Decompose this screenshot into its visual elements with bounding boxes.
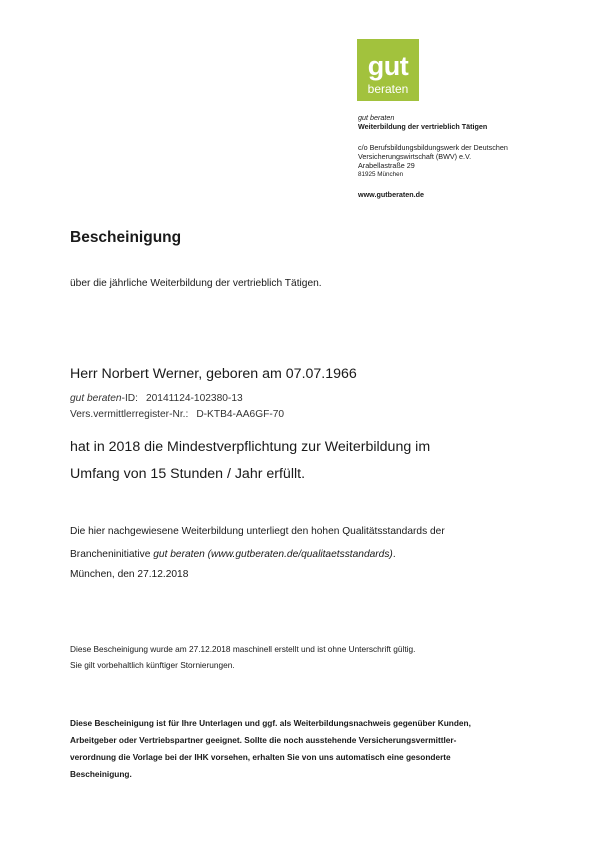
gut-beraten-logo [357, 39, 419, 101]
quality-line2 [70, 543, 540, 566]
disclaimer [70, 715, 540, 783]
sender-org-line2: Versicherungswirtschaft (BWV) e.V. [358, 152, 472, 161]
disclaimer-line4: Bescheinigung. [70, 769, 132, 779]
disclaimer-line2: Arbeitgeber oder Vertriebspartner geeignet. Sollte die noch ausstehende Versicherungsvermittler- [70, 735, 457, 745]
sender-address [358, 143, 508, 179]
person-line: Herr Norbert Werner, geboren am 07.07.1966 [70, 366, 357, 382]
sender-subtitle: Weiterbildung der vertrieblich Tätigen [358, 122, 488, 131]
id-line [70, 393, 243, 404]
sender-street: Arabellastraße 29 [358, 161, 415, 170]
sender-website [358, 190, 424, 199]
note-line2: Sie gilt vorbehaltlich künftiger Stornierungen. [70, 660, 235, 670]
register-line [70, 409, 284, 420]
sender-header [358, 113, 487, 131]
id-label-rest: -ID: [121, 393, 138, 404]
document-subtitle: über die jährliche Weiterbildung der vertrieblich Tätigen. [70, 278, 322, 289]
id-value: 20141124-102380-13 [145, 393, 243, 404]
logo-main-text: gut [367, 51, 409, 81]
register-value: D-KTB4-AA6GF-70 [196, 409, 285, 420]
fulfillment-statement [70, 434, 530, 488]
sender-website-text: www.gutberaten.de [358, 190, 425, 199]
sender-org-line1: c/o Berufsbildungsbildungswerk der Deutschen [358, 143, 508, 152]
quality-line1: Die hier nachgewiesene Weiterbildung unterliegt den hohen Qualitätsstandards der [70, 526, 445, 537]
quality-line2-end: . [392, 549, 396, 560]
disclaimer-line1: Diese Bescheinigung ist für Ihre Unterlagen und ggf. als Weiterbildungsnachweis gegenüber Kunden, [70, 718, 471, 728]
quality-link-text: gut beraten (www.gutberaten.de/qualitaetsstandards) [153, 549, 393, 560]
id-label-brand: gut beraten [70, 393, 122, 404]
sender-city: 81925 München [358, 171, 404, 178]
place-date: München, den 27.12.2018 [70, 569, 189, 580]
note-line1: Diese Bescheinigung wurde am 27.12.2018 maschinell erstellt und ist ohne Unterschrift gültig. [70, 644, 416, 654]
claim-line1: hat in 2018 die Mindestverpflichtung zur Weiterbildung im [70, 439, 431, 455]
quality-statement [70, 520, 540, 566]
machine-note [70, 641, 540, 673]
disclaimer-line3: verordnung die Vorlage bei der IHK vorsehen, erhalten Sie von uns automatisch eine gesonderte [70, 752, 451, 762]
sender-brand: gut beraten [358, 113, 395, 122]
quality-line2-text: Brancheninitiative [70, 549, 151, 560]
register-label: Vers.vermittlerregister-Nr.: [70, 409, 189, 420]
claim-line2: Umfang von 15 Stunden / Jahr erfüllt. [70, 466, 306, 482]
document-title: Bescheinigung [70, 229, 182, 246]
logo-sub-text: beraten [367, 82, 409, 96]
